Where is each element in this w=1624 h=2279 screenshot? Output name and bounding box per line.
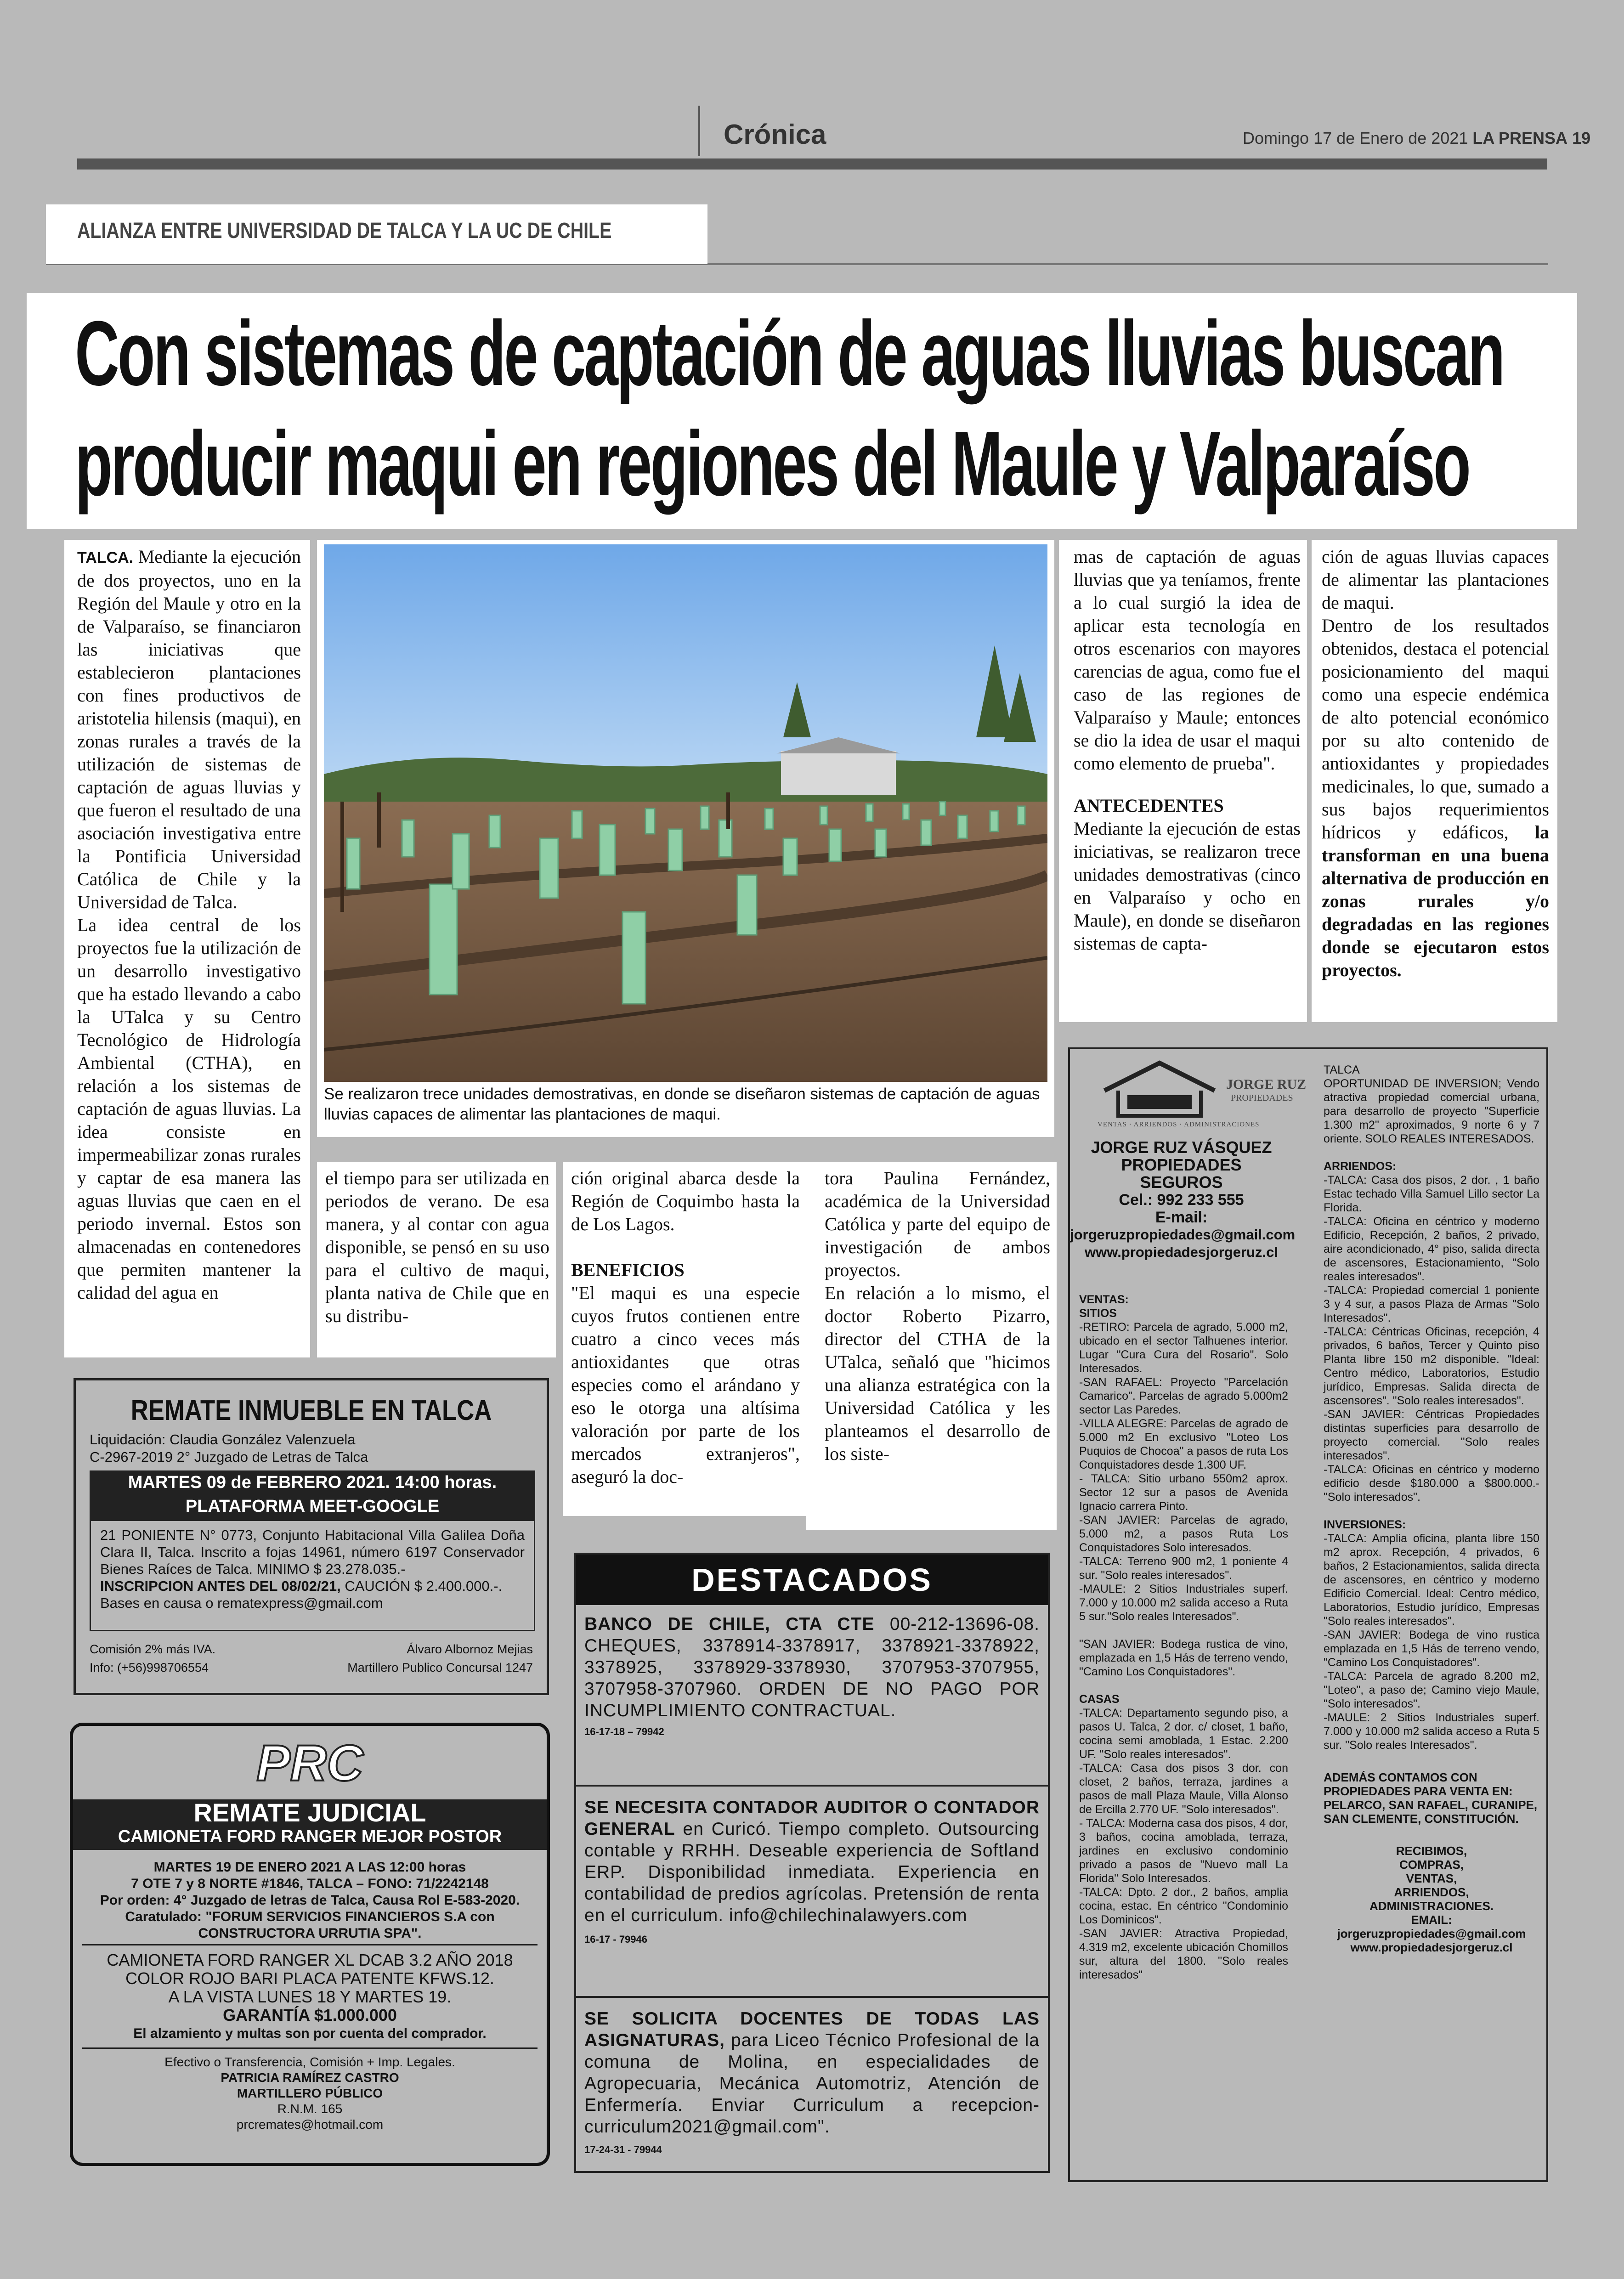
ad-remate-judicial xyxy=(70,1723,550,2166)
photo-caption: Se realizaron trece unidades demostrativas, en donde se diseñaron sistemas de captación de aguas lluvias capaces de alimentar las plantaciones de maqui. xyxy=(324,1085,1040,1123)
ruz-seguros: SEGUROS xyxy=(1140,1173,1223,1192)
ad-remate-inmueble-martillero: Álvaro Albornoz Mejias xyxy=(407,1642,533,1656)
section-name: Crónica xyxy=(724,119,826,150)
ad-remate-inmueble-date-band xyxy=(90,1470,535,1521)
ad-jorge-ruz xyxy=(1068,1047,1548,2182)
dateline: TALCA. xyxy=(77,549,134,566)
ad-remate-inmueble xyxy=(74,1378,549,1695)
ruz-left-column xyxy=(1079,1293,1288,1982)
ruz-arriendos-list: -TALCA: Casa dos pisos, 2 dor. , 1 baño Estac techado Villa Samuel Lillo sector La Florida. -TALCA: Oficina en céntrico y moderno Edificio, Recepción, 2 baños, 2 privado, aire acondicionado, 4° piso, salida directa de ascensores, Estacionamiento, "Solo reales interesados". -TALCA: Propiedad comercial 1 poniente 3 y 4 sur, a pasos Plaza de Armas "Solo Interesados". -TALCA: Céntricas Oficinas, recepción, 4 privados, 6 baños, Tercer y Quinto piso Planta libre 150 m2 disponible. "Ideal: Centro médico, Laboratorios, Estudio jurídico, Empresas. Salida directa de ascensores". "Solo reales interesados". -SAN JAVIER: Céntricas Propiedades distintas superficies para desarrollo de proyecto comercial. "Solo reales interesados". -TALCA: Oficinas en céntrico y moderno edificio desde $180.000 a $800.000.- "Solo interesados". xyxy=(1324,1174,1539,1504)
ad-remate-inmueble-caucion: CAUCIÓN $ 2.400.000.-. xyxy=(340,1578,503,1594)
ruz-talca-heading: TALCA xyxy=(1324,1063,1360,1076)
ad-remate-judicial-subtitle: CAMIONETA FORD RANGER MEJOR POSTOR xyxy=(118,1827,502,1846)
ruz-email-2: jorgeruzpropiedades@gmail.com xyxy=(1337,1927,1526,1940)
destacados-ad-3-code: 17-24-31 - 79944 xyxy=(584,2144,662,2155)
ruz-web-2: www.propiedadesjorgeruz.cl xyxy=(1350,1940,1513,1954)
destacados-ad-2-head: SE NECESITA CONTADOR AUDITOR O CONTADOR GENERAL xyxy=(584,1798,1040,1839)
headline-line-2: producir maqui en regiones del Maule y Valparaíso xyxy=(75,413,1469,515)
ruz-sitios-list: -RETIRO: Parcela de agrado, 5.000 m2, ubicado en el sector Talhuenes interior. Lugar "Cura Cura del Rosario". Solo Interesados. -SAN RAFAEL: Proyecto "Parcelación Camarico". Parcelas de agrado 5.000m2 sector Las Paredes. -VILLA ALEGRE: Parcelas de agrado de 5.000 m2 En exclusivo "Loteo Los Puquios de Chocoa" a pasos de ruta Los Conquistadores desde 1.300 UF. - TALCA: Sitio urbano 550m2 aprox. Sector 12 sur a pasos de Avenida Ignacio carrera Pinto. -SAN JAVIER: Parcelas de agrado, 5.000 m2, a pasos Ruta Los Conquistadores Solo interesados. -TALCA: Terreno 900 m2, 1 poniente 4 sur. "Solo reales interesados". -MAULE: 2 Sitios Industriales superf. 7.000 y 10.000 m2 salida acceso a Ruta 5 sur."Solo reales Interesados". "SAN JAVIER: Bodega rustica de vino, emplazada en 1,5 Hás de terreno vendo, "Camino Los Conquistadores". xyxy=(1079,1321,1288,1678)
col5-p2: Mediante la ejecución de estas iniciativas, se realizaron trece unidades demostrativas (cinco en Valparaíso y ocho en Maule), en donde se diseñaron sistemas de capta- xyxy=(1074,818,1301,954)
ad-remate-judicial-caratulado: Caratulado: "FORUM SERVICIOS FINANCIEROS S.A con xyxy=(125,1909,495,1924)
ad-remate-inmueble-body-box xyxy=(90,1521,535,1631)
article-col-5 xyxy=(1059,540,1307,1022)
destacados-ad-2-code: 16-17 - 79946 xyxy=(584,1934,647,1945)
ad-remate-judicial-title: REMATE JUDICIAL xyxy=(193,1798,426,1827)
destacados-ad-1-code: 16-17-18 – 79942 xyxy=(584,1726,664,1737)
ruz-email-label-2: EMAIL: xyxy=(1411,1913,1452,1927)
ruz-email-label: E-mail: xyxy=(1155,1209,1208,1226)
house-logo-icon xyxy=(1100,1058,1219,1118)
ad-remate-judicial-caratulado-2: CONSTRUCTORA URRUTIA SPA". xyxy=(198,1926,422,1941)
destacados-ad-3-head: SE SOLICITA DOCENTES DE TODAS LAS ASIGNATURAS, xyxy=(584,2009,1040,2050)
subhead-antecedentes: ANTECEDENTES xyxy=(1074,795,1224,816)
ruz-name: JORGE RUZ VÁSQUEZ xyxy=(1091,1138,1272,1157)
ruz-sitios-heading: SITIOS xyxy=(1079,1307,1117,1320)
ad-remate-inmueble-title: REMATE INMUEBLE EN TALCA xyxy=(130,1395,492,1426)
article-col-6 xyxy=(1312,540,1557,1022)
ruz-web: www.propiedadesjorgeruz.cl xyxy=(1085,1244,1278,1260)
article-col-4 xyxy=(806,1162,1057,1530)
ruz-arriendos-heading: ARRIENDOS: xyxy=(1324,1160,1397,1173)
col6-p2a: Dentro de los resultados obtenidos, destaca el potencial posicionamiento del maqui como una especie endémica de alto potencial económico por su alto contenido de antioxidantes y propiedades medicinales, lo que, sumado a sus bajos requerimientos hídricos y edáficos, xyxy=(1322,615,1549,843)
ruz-cel: Cel.: 992 233 555 xyxy=(1119,1191,1244,1209)
header-date-line xyxy=(1243,129,1590,148)
kicker: ALIANZA ENTRE UNIVERSIDAD DE TALCA Y LA UC DE CHILE xyxy=(77,219,612,243)
ruz-email: jorgeruzpropiedades@gmail.com xyxy=(1070,1227,1296,1243)
subhead-beneficios: BENEFICIOS xyxy=(571,1260,685,1280)
ruz-logo-tag: VENTAS · ARRIENDOS · ADMINISTRACIONES xyxy=(1098,1121,1260,1128)
ad-remate-inmueble-comision: Comisión 2% más IVA. xyxy=(90,1642,216,1656)
ad-remate-judicial-vehicle xyxy=(82,1951,538,2043)
col1-p2: La idea central de los proyectos fue la utilización de un desarrollo investigativo que ha estado llevando a cabo la UTalca y su Centro Tecnológico de Hidrología Ambiental (CTHA), en relación a los sistemas de captación de aguas lluvias. La idea consiste en impermeabilizar zonas rurales y captar de esa manera las aguas lluvias que caen en el periodo invernal. Estos son almacenadas en contenedores que permiten mantener la calidad del agua en xyxy=(77,915,301,1303)
ruz-logo-name: JORGE RUZ xyxy=(1226,1077,1307,1092)
ruz-ademas: ADEMÁS CONTAMOS CON PROPIEDADES PARA VENTA EN: PELARCO, SAN RAFAEL, CURANIPE, SAN CLEMENTE, CONSTITUCIÓN. xyxy=(1324,1770,1538,1826)
ad-remate-judicial-order: Por orden: 4° Juzgado de letras de Talca, Causa Rol E-583-2020. xyxy=(100,1893,520,1908)
ad-remate-judicial-garantia: GARANTÍA $1.000.000 xyxy=(223,2006,397,2025)
article-col-1 xyxy=(64,540,310,1357)
kicker-box xyxy=(46,204,707,264)
ruz-casas-heading: CASAS xyxy=(1079,1693,1120,1706)
ad-remate-judicial-contact xyxy=(82,2054,538,2132)
ad-remate-judicial-date: MARTES 19 DE ENERO 2021 A LAS 12:00 horas xyxy=(153,1860,466,1875)
ad-remate-inmueble-platform: PLATAFORMA MEET-GOOGLE xyxy=(185,1497,440,1516)
ad-remate-inmueble-martillero-title: Martillero Publico Concursal 1247 xyxy=(347,1661,533,1674)
ad-remate-judicial-address: 7 OTE 7 y 8 NORTE #1846, TALCA – FONO: 71/2242148 xyxy=(131,1876,489,1891)
ad-remate-judicial-vehicle-1: CAMIONETA FORD RANGER XL DCAB 3.2 AÑO 2018 xyxy=(107,1951,513,1969)
ad-remate-judicial-rnm: R.N.M. 165 xyxy=(277,2102,343,2116)
header-paper: LA PRENSA xyxy=(1472,129,1568,147)
destacados-ad-2-body: en Curicó. Tiempo completo. Outsourcing contable y RRHH. Deseable experiencia de Softland ERP. Disponibilidad inmediata. Experiencia en contabilidad de predios agrícolas. Pretensión de renta en el curriculum. info@chilechinalawyers.com xyxy=(584,1819,1040,1925)
ruz-ventas-heading: VENTAS: xyxy=(1079,1293,1129,1306)
col4-p1: tora Paulina Fernández, académica de la Universidad Católica y parte del equipo de investigación de ambos proyectos. xyxy=(825,1168,1050,1280)
ruz-casas-list: -TALCA: Departamento segundo piso, a pasos U. Talca, 2 dor. c/ closet, 1 baño, cocina semi amoblada, 1 Estac. 2.200 UF. "Solo reales interesados". -TALCA: Casa dos pisos 3 dor. con closet, 2 baños, terraza, jardines a pasos de mall Plaza Maule, Villa Alonso de Ercilla 2.770 UF. "Solo interesados". - TALCA: Moderna casa dos pisos, 4 dor, 3 baños, cocina amoblada, terraza, jardines en exclusivo condominio privado a pasos de "Nuevo mall La Florida" Solo Interesados. -TALCA: Dpto. 2 dor., 2 baños, amplia cocina, estac. En céntrico "Condominio Los Dominicos". -SAN JAVIER: Atractiva Propiedad, 4.319 m2, excelente ubicación Chomillos sur, altura del 1800. "Solo reales interesados" xyxy=(1079,1707,1288,1981)
ruz-header xyxy=(1070,1138,1296,1261)
ad-remate-judicial-vehicle-2: COLOR ROJO BARI PLACA PATENTE KFWS.12. xyxy=(125,1969,494,1988)
ruz-logo-sub: PROPIEDADES xyxy=(1231,1093,1293,1103)
col4-p2: En relación a lo mismo, el doctor Roberto Pizarro, director del CTHA de la UTalca, señaló que "hicimos una alianza estratégica con la Universidad Católica y les planteamos el desarrollo de los siste- xyxy=(825,1283,1050,1464)
col2-text: el tiempo para ser utilizada en periodos de verano. De esa manera, y al contar con agua disponible, se pensó en su uso para el cultivo de maqui, planta nativa de Chile que en su distribu- xyxy=(325,1168,549,1326)
ad-remate-inmueble-bases: Bases en causa o rematexpress@gmail.com xyxy=(100,1595,383,1611)
photo-frame xyxy=(317,540,1054,1137)
destacados-ad-1-head: BANCO DE CHILE, CTA CTE xyxy=(584,1614,875,1634)
destacados-ad-3-body: para Liceo Técnico Profesional de la comuna de Molina, en especialidades de Agropecuaria, Mecánica Automotriz, Atención de Enfermería. Enviar Curriculum a recepcion-curriculum2021@gmail.com". xyxy=(584,2030,1040,2137)
destacados-ad-1 xyxy=(576,1605,1048,1787)
ruz-right-column xyxy=(1324,1063,1539,1954)
col5-p1: mas de captación de aguas lluvias que ya teníamos, frente a lo cual surgió la idea de aplicar esta tecnología en otros escenarios con mayores carencias de agua, como fue el caso de las regiones de Valparaíso y Maule; entonces se dio la idea de usar el maqui como elemento de prueba". xyxy=(1074,546,1301,774)
headline-line-1: Con sistemas de captación de aguas lluvias buscan xyxy=(75,302,1504,405)
col6-p2b: la transforman en una buena alternativa de producción en zonas rurales y/o degradadas en las regiones donde se ejecutaron estos proyectos. xyxy=(1322,822,1549,980)
ad-remate-judicial-divider-2 xyxy=(82,2047,538,2049)
field-photo xyxy=(324,544,1047,1082)
destacados-ad-3 xyxy=(576,1998,1048,2170)
ad-remate-judicial-role: MARTILLERO PÚBLICO xyxy=(237,2086,383,2100)
col1-p1: Mediante la ejecución de dos proyectos, uno en la Región del Maule y otro en la de Valparaíso, se financiaron las iniciativas que establecieron plantaciones con fines productivos de aristotelia hilensis (maqui), en zonas rurales a través de la utilización de sistemas de captación de aguas lluvias y que fueron el resultado de una asociación investigativa entre la Pontificia Universidad Católica de Chile y la Universidad de Talca. xyxy=(77,546,301,912)
ad-remate-judicial-name: PATRICIA RAMÍREZ CASTRO xyxy=(221,2070,399,2085)
ruz-inversiones-heading: INVERSIONES: xyxy=(1324,1518,1406,1531)
ad-remate-inmueble-l1: Liquidación: Claudia González Valenzuela xyxy=(90,1431,356,1448)
ad-remate-inmueble-inscripcion: INSCRIPCION ANTES DEL 08/02/21, xyxy=(100,1578,341,1594)
header-rule xyxy=(77,158,1547,170)
ad-remate-judicial-details xyxy=(82,1859,538,1942)
headline-box xyxy=(27,293,1577,529)
destacados-ad-2 xyxy=(576,1787,1048,1998)
ad-remate-inmueble-body: 21 PONIENTE N° 0773, Conjunto Habitacional Villa Galilea Doña Clara II, Talca. Inscrito a fojas 14961, número 6197 Conservador Bienes Raíces de Talca. MINIMO $ 23.278.035.- xyxy=(100,1527,525,1577)
ruz-recibimos: RECIBIMOS, COMPRAS, VENTAS, ARRIENDOS, ADMINISTRACIONES. xyxy=(1369,1844,1494,1913)
ruz-inversiones-list: -TALCA: Amplia oficina, planta libre 150 m2 aprox. Recepción, 4 privados, 6 baños, 2 Estacionamientos, salida directa de ascensores, en céntrico y moderno Edificio Comercial. Ideal: Centro médico, Laboratorios, Estudio jurídico, Empresas "Solo reales interesados". -SAN JAVIER: Bodega de vino rustica emplazada en 1,5 Hás de terreno vendo, "Camino Los Conquistadores". -TALCA: Parcela de agrado 8.200 m2, "Loteo", a paso de; Camino viejo Maule, "Solo interesados". -MAULE: 2 Sitios Industriales superf. 7.000 y 10.000 m2 salida acceso a Ruta 5 sur. "Solo reales Interesados". xyxy=(1324,1532,1539,1752)
ad-remate-judicial-divider xyxy=(82,1944,538,1945)
ruz-talca-text: OPORTUNIDAD DE INVERSION; Vendo atractiva propiedad comercial urbana, para desarrollo de proyecto "Superficie 1.300 m2" aproximados, 9 norte 6 y 7 oriente. SOLO REALES INTERESADOS. xyxy=(1324,1077,1539,1145)
ad-remate-judicial-title-band xyxy=(73,1799,547,1850)
destacados-ad-1-body: 00-212-13696-08. CHEQUES, 3378914-3378917, 3378921-3378922, 3378925, 3378929-3378930, 3707953-3707955, 3707958-3707960. ORDEN DE NO PAGO POR INCUMPLIMIENTO CONTRACTUAL. xyxy=(584,1614,1040,1720)
header-date: Domingo 17 de Enero de 2021 xyxy=(1243,129,1468,147)
col3-p1: ción original abarca desde la Región de Coquimbo hasta la de Los Lagos. xyxy=(571,1168,800,1234)
col3-p2: "El maqui es una especie cuyos frutos contienen entre cuatro a cinco veces más antioxidantes que otras especies como el arándano y eso le otorga una altísima valoración por parte de los mercados extranjeros", aseguró la doc- xyxy=(571,1283,800,1487)
article-col-2 xyxy=(317,1162,556,1357)
ad-remate-inmueble-l2: C-2967-2019 2° Juzgado de Letras de Talca xyxy=(90,1449,368,1465)
ad-remate-judicial-logo: PRC xyxy=(256,1735,363,1792)
destacados-box xyxy=(574,1553,1050,2173)
destacados-title: DESTACADOS xyxy=(576,1555,1048,1605)
page-number: 19 xyxy=(1572,129,1591,147)
ad-remate-inmueble-date: MARTES 09 de FEBRERO 2021. 14:00 horas. xyxy=(128,1473,497,1492)
ad-remate-judicial-vehicle-3: A LA VISTA LUNES 18 Y MARTES 19. xyxy=(168,1987,452,2006)
ruz-propiedades: PROPIEDADES xyxy=(1121,1155,1242,1174)
ad-remate-inmueble-info: Info: (+56)998706554 xyxy=(90,1661,209,1674)
article-col-3 xyxy=(563,1162,806,1516)
col6-p1: ción de aguas lluvias capaces de alimentar las plantaciones de maqui. xyxy=(1322,546,1549,613)
ad-remate-judicial-payment: Efectivo o Transferencia, Comisión + Imp. Legales. xyxy=(164,2055,455,2069)
ad-remate-judicial-email: prcremates@hotmail.com xyxy=(236,2117,384,2132)
ad-remate-judicial-alzamiento: El alzamiento y multas son por cuenta del comprador. xyxy=(133,2026,487,2041)
